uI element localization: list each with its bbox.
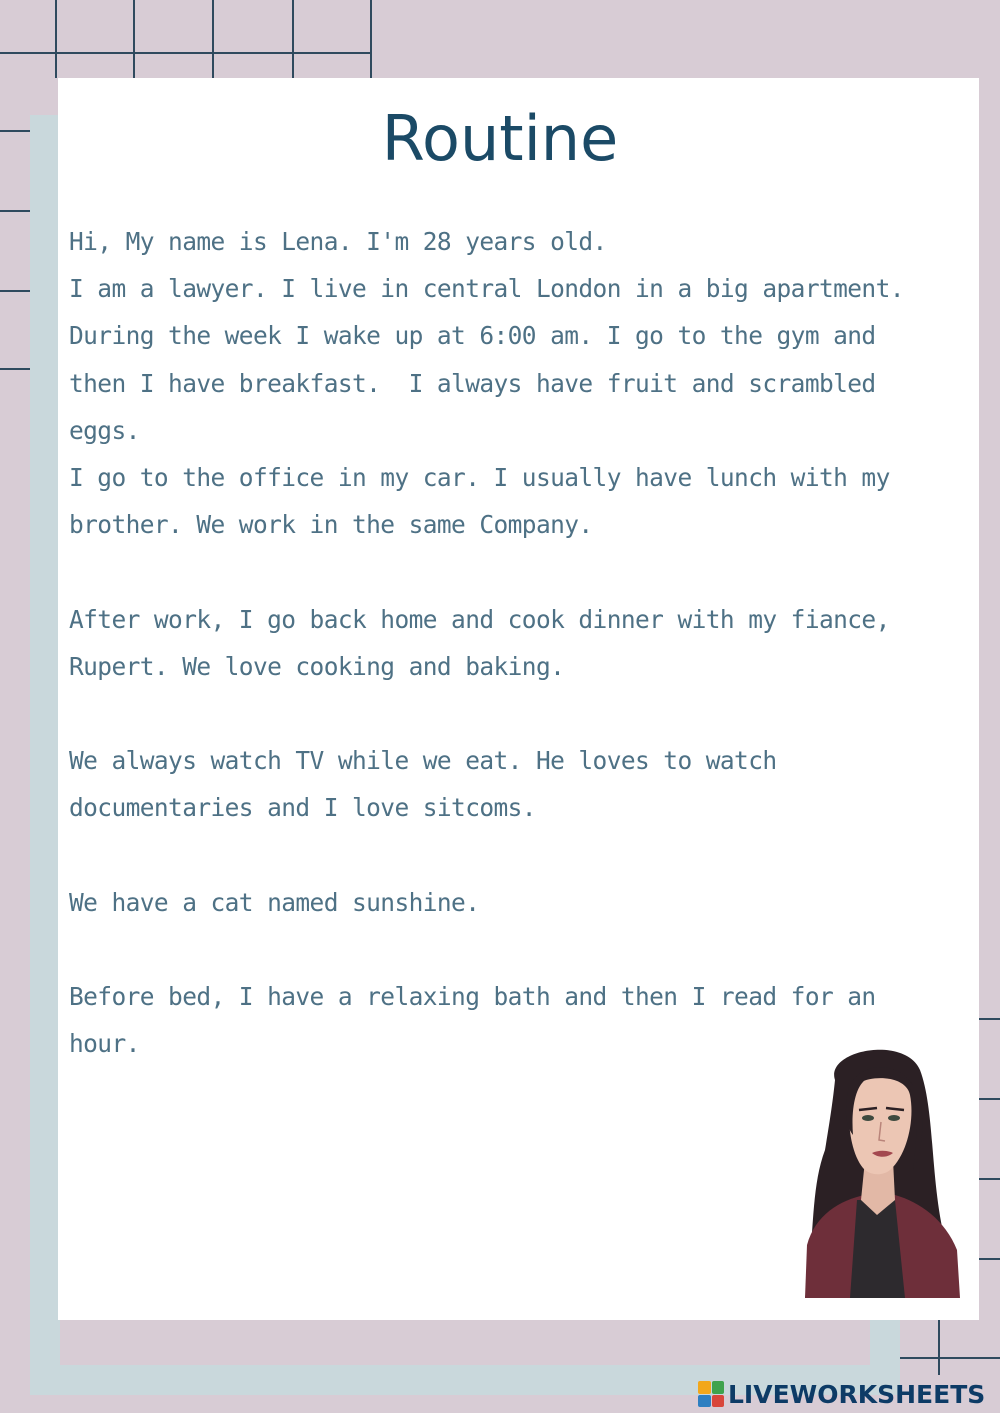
- text-line: then I have breakfast. I always have fruit and scrambled: [69, 368, 876, 398]
- paragraph-gap: [69, 690, 949, 737]
- text-line: Hi, My name is Lena. I'm 28 years old.: [69, 227, 607, 256]
- text-line: I go to the office in my car. I usually have lunch with my: [69, 463, 890, 493]
- grid-line: [0, 368, 30, 370]
- grid-line: [133, 0, 135, 78]
- liveworksheets-logo-icon: [698, 1381, 724, 1407]
- reading-text: [69, 218, 949, 1068]
- woman-portrait-illustration: [795, 1040, 965, 1298]
- brand-name: LIVEWORKSHEETS: [728, 1379, 986, 1409]
- text-line: brother. We work in the same Company.: [69, 510, 593, 540]
- text-line: Rupert. We love cooking and baking.: [69, 651, 565, 681]
- logo-tile: [698, 1395, 711, 1408]
- grid-line: [979, 1018, 1000, 1020]
- grid-line: [938, 1320, 940, 1375]
- grid-line: [55, 0, 57, 78]
- text-line: I am a lawyer. I live in central London in a big apartment.: [69, 274, 904, 304]
- text-line: During the week I wake up at 6:00 am. I go to the gym and: [69, 321, 876, 351]
- paragraph-gap: [69, 832, 949, 879]
- grid-line: [0, 210, 30, 212]
- logo-tile: [712, 1381, 725, 1394]
- text-line: Before bed, I have a relaxing bath and then I read for an: [69, 982, 876, 1012]
- grid-line: [979, 1178, 1000, 1180]
- grid-line: [212, 0, 214, 78]
- text-line: hour.: [69, 1029, 140, 1059]
- grid-line: [979, 1258, 1000, 1260]
- page-title: Routine: [381, 102, 619, 175]
- grid-line: [0, 290, 30, 292]
- paragraph-gap: [69, 548, 949, 595]
- text-line: We have a cat named sunshine.: [69, 887, 480, 917]
- paragraph-gap: [69, 926, 949, 973]
- logo-tile: [712, 1395, 725, 1408]
- grid-line: [370, 0, 372, 78]
- text-line: eggs.: [69, 415, 140, 445]
- liveworksheets-brand: [698, 1377, 985, 1411]
- text-line: After work, I go back home and cook dinner with my fiance,: [69, 604, 890, 634]
- text-line: documentaries and I love sitcoms.: [69, 793, 536, 823]
- logo-tile: [698, 1381, 711, 1394]
- frame-inner-band: [60, 1320, 870, 1365]
- grid-line: [979, 1098, 1000, 1100]
- grid-line: [292, 0, 294, 78]
- text-line: We always watch TV while we eat. He loves to watch: [69, 746, 777, 776]
- grid-line: [0, 52, 372, 54]
